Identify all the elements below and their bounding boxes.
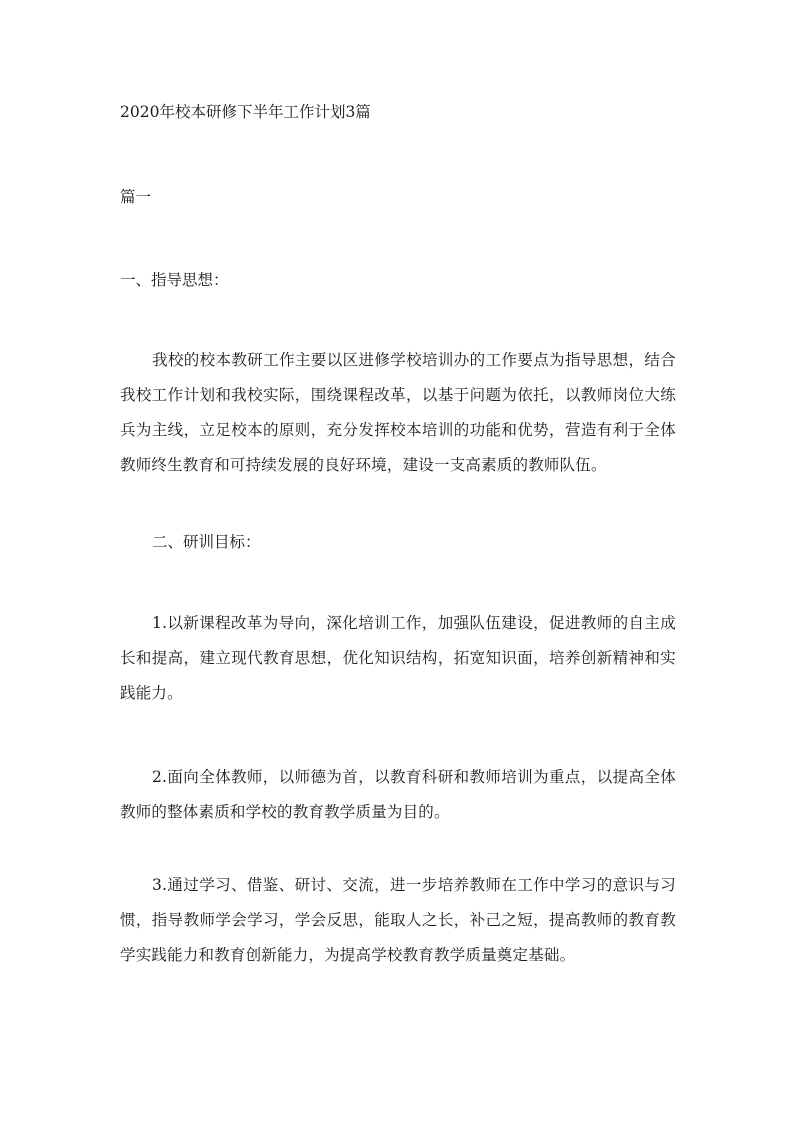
paragraph-goal-3: 3.通过学习、借鉴、研讨、交流，进一步培养教师在工作中学习的意识与习惯，指导教师学会学习，学会反思，能取人之长，补己之短，提高教师的教育教学实践能力和教育创新能力，为提高学校教育教学质量奠定基础。 bbox=[120, 876, 676, 964]
paragraph-goal-2: 2.面向全体教师，以师德为首，以教育科研和教师培训为重点，以提高全体教师的整体素质和学校的教育教学质量为目的。 bbox=[120, 768, 676, 821]
paragraph-guiding-ideology: 我校的校本教研工作主要以区进修学校培训办的工作要点为指导思想，结合我校工作计划和我校实际，围绕课程改革，以基于问题为依托，以教师岗位大练兵为主线，立足校本的原则，充分发挥校本培训的功能和优势，营造有利于全体教师终生教育和可持续发展的良好环境，建设一支高素质的教师队伍。 bbox=[120, 351, 676, 474]
document-title: 2020年校本研修下半年工作计划3篇 bbox=[120, 103, 371, 121]
section-heading-training-goals: 二、研训目标： bbox=[152, 533, 261, 551]
paragraph-goal-1: 1.以新课程改革为导向，深化培训工作，加强队伍建设，促进教师的自主成长和提高，建立现代教育思想，优化知识结构，拓宽知识面，培养创新精神和实践能力。 bbox=[120, 614, 676, 702]
chapter-heading: 篇一 bbox=[120, 188, 152, 206]
section-heading-guiding-ideology: 一、指导思想： bbox=[120, 271, 229, 289]
